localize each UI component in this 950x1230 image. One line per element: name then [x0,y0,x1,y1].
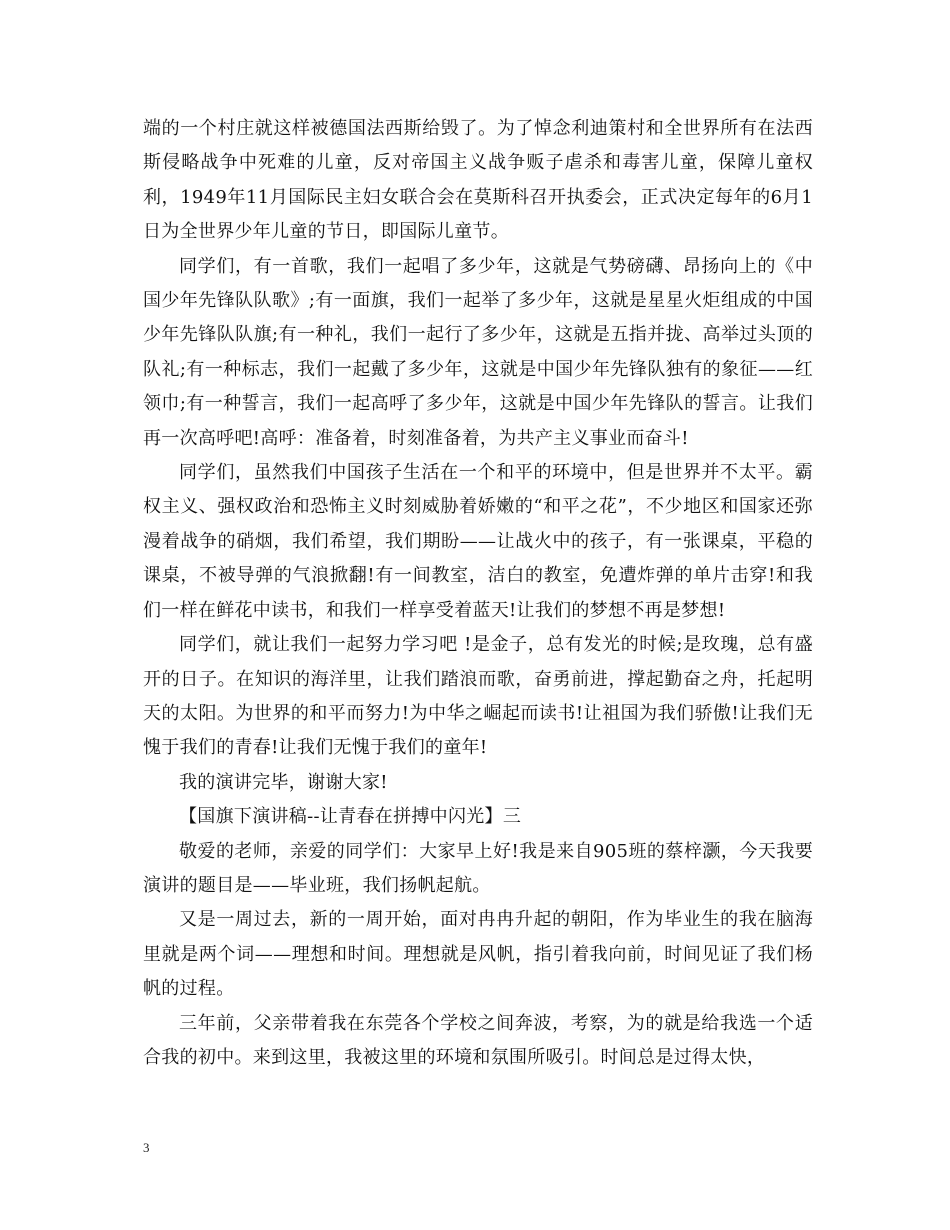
document-body [143,112,813,1075]
paragraph-7: 敬爱的老师，亲爱的同学们：大家早上好!我是来自905班的蔡梓灏，今天我要演讲的题目是——毕业班，我们扬帆起航。 [143,840,813,896]
paragraph-5: 我的演讲完毕，谢谢大家! [179,771,388,793]
paragraph-8: 又是一周过去，新的一周开始，面对冉冉升起的朝阳，作为毕业生的我在脑海里就是两个词——理想和时间。理想就是风帆，指引着我向前，时间见证了我们杨帆的过程。 [143,909,813,1000]
page-number: 3 [143,1140,150,1155]
paragraph-9: 三年前，父亲带着我在东莞各个学校之间奔波，考察，为的就是给我选一个适合我的初中。来到这里，我被这里的环境和氛围所吸引。时间总是过得太快， [143,1012,813,1068]
paragraph-4: 同学们，就让我们一起努力学习吧 !是金子，总有发光的时候;是玫瑰，总有盛开的日子。在知识的海洋里，让我们踏浪而歌，奋勇前进，撑起勤奋之舟，托起明天的太阳。为世界的和平而努力!为中华之崛起而读书!让祖国为我们骄傲!让我们无愧于我们的青春!让我们无愧于我们的童年! [143,634,813,759]
section-heading: 【国旗下演讲稿--让青春在拼搏中闪光】三 [179,806,522,828]
paragraph-2: 同学们，有一首歌，我们一起唱了多少年，这就是气势磅礴、昂扬向上的《中国少年先锋队队歌》;有一面旗，我们一起举了多少年，这就是星星火炬组成的中国少年先锋队队旗;有一种礼，我们一起行了多少年，这就是五指并拢、高举过头顶的队礼;有一种标志，我们一起戴了多少年，这就是中国少年先锋队独有的象征——红领巾;有一种誓言，我们一起高呼了多少年，这就是中国少年先锋队的誓言。让我们再一次高呼吧!高呼：准备着，时刻准备着，为共产主义事业而奋斗! [143,255,813,449]
paragraph-1: 端的一个村庄就这样被德国法西斯给毁了。为了悼念利迪策村和全世界所有在法西斯侵略战争中死难的儿童，反对帝国主义战争贩子虐杀和毒害儿童，保障儿童权利，1949年11月国际民主妇女联合会在莫斯科召开执委会，正式决定每年的6月1日为全世界少年儿童的节日，即国际儿童节。 [143,118,813,243]
paragraph-3: 同学们，虽然我们中国孩子生活在一个和平的环境中，但是世界并不太平。霸权主义、强权政治和恐怖主义时刻威胁着娇嫩的“和平之花”，不少地区和国家还弥漫着战争的硝烟，我们希望，我们期盼——让战火中的孩子，有一张课桌，平稳的课桌，不被导弹的气浪掀翻!有一间教室，洁白的教室，免遭炸弹的单片击穿!和我们一样在鲜花中读书，和我们一样享受着蓝天!让我们的梦想不再是梦想! [143,462,813,621]
